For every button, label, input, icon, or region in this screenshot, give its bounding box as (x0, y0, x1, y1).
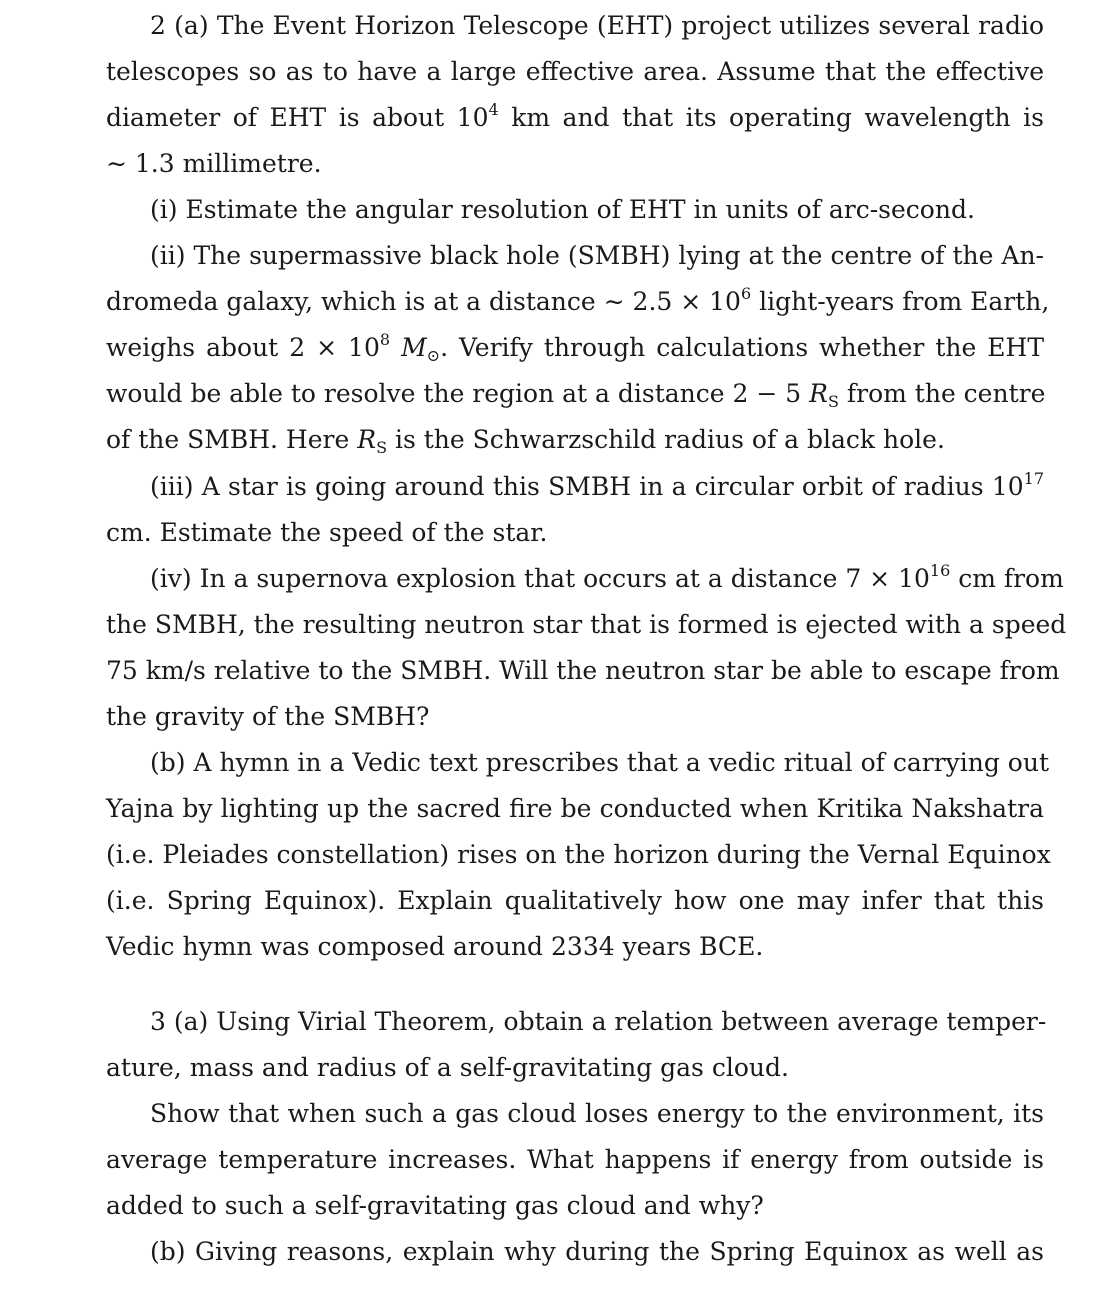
q2-intro-line-1: 2 (a) The Event Horizon Telescope (EHT) project utilizes several radio (150, 11, 1044, 40)
q3-part-a-line-1: 3 (a) Using Virial Theorem, obtain a relation between average temper- (150, 1007, 1047, 1036)
q2-part-i: (i) Estimate the angular resolution of EHT in units of arc-second. (150, 195, 975, 224)
q2-part-iv-line-3: 75 km/s relative to the SMBH. Will the neutron star be able to escape from (106, 656, 1060, 685)
q2-intro-line-3: diameter of EHT is about $10^4$ km and that its operating wavelength is (106, 100, 1044, 132)
q2-part-ii-line-4: would be able to resolve the region at a distance 2 − 5 $R_S$ from the centre (106, 379, 1046, 411)
q2-part-ii-line-2: dromeda galaxy, which is at a distance ∼ $2.5 \times 10^6$ light-years from Earth, (106, 284, 1050, 316)
q3-part-a-line-2: ature, mass and radius of a self-gravitating gas cloud. (106, 1053, 789, 1082)
q2-part-b-line-4: (i.e. Spring Equinox). Explain qualitatively how one may infer that this (106, 886, 1044, 915)
q3-show-line-1: Show that when such a gas cloud loses energy to the environment, its (150, 1099, 1044, 1128)
q2-part-iii-line-1: (iii) A star is going around this SMBH in a circular orbit of radius $10^{17}$ (150, 469, 1044, 501)
q2-part-ii-line-3: weighs about $2 \times 10^8$ $M_⊙$. Verify through calculations whether the EHT (106, 330, 1044, 365)
q2-part-iv-line-1: (iv) In a supernova explosion that occurs at a distance $7 \times 10^{16}$ cm from (150, 561, 1064, 593)
q2-part-b-line-5: Vedic hymn was composed around 2334 years BCE. (106, 932, 764, 961)
q2-part-ii-line-1: (ii) The supermassive black hole (SMBH) lying at the centre of the An- (150, 241, 1044, 270)
q2-part-b-line-3: (i.e. Pleiades constellation) rises on the horizon during the Vernal Equinox (106, 840, 1051, 869)
q3-show-line-2: average temperature increases. What happens if energy from outside is (106, 1145, 1044, 1174)
q2-part-iv-line-4: the gravity of the SMBH? (106, 702, 430, 731)
q2-intro-line-2: telescopes so as to have a large effective area. Assume that the effective (106, 57, 1044, 86)
q2-part-iv-line-2: the SMBH, the resulting neutron star that is formed is ejected with a speed (106, 610, 1067, 639)
q3-part-b-line-1: (b) Giving reasons, explain why during the Spring Equinox as well as (150, 1237, 1044, 1266)
q2-part-ii-line-5: of the SMBH. Here $R_S$ is the Schwarzschild radius of a black hole. (106, 425, 945, 457)
q3-show-line-3: added to such a self-gravitating gas cloud and why? (106, 1191, 764, 1220)
q2-intro-line-4: ∼ 1.3 millimetre. (106, 149, 322, 178)
q2-part-b-line-1: (b) A hymn in a Vedic text prescribes that a vedic ritual of carrying out (150, 748, 1049, 777)
q2-part-iii-line-2: cm. Estimate the speed of the star. (106, 518, 548, 547)
q2-part-b-line-2: Yajna by lighting up the sacred fire be conducted when Kritika Nakshatra (106, 794, 1044, 823)
